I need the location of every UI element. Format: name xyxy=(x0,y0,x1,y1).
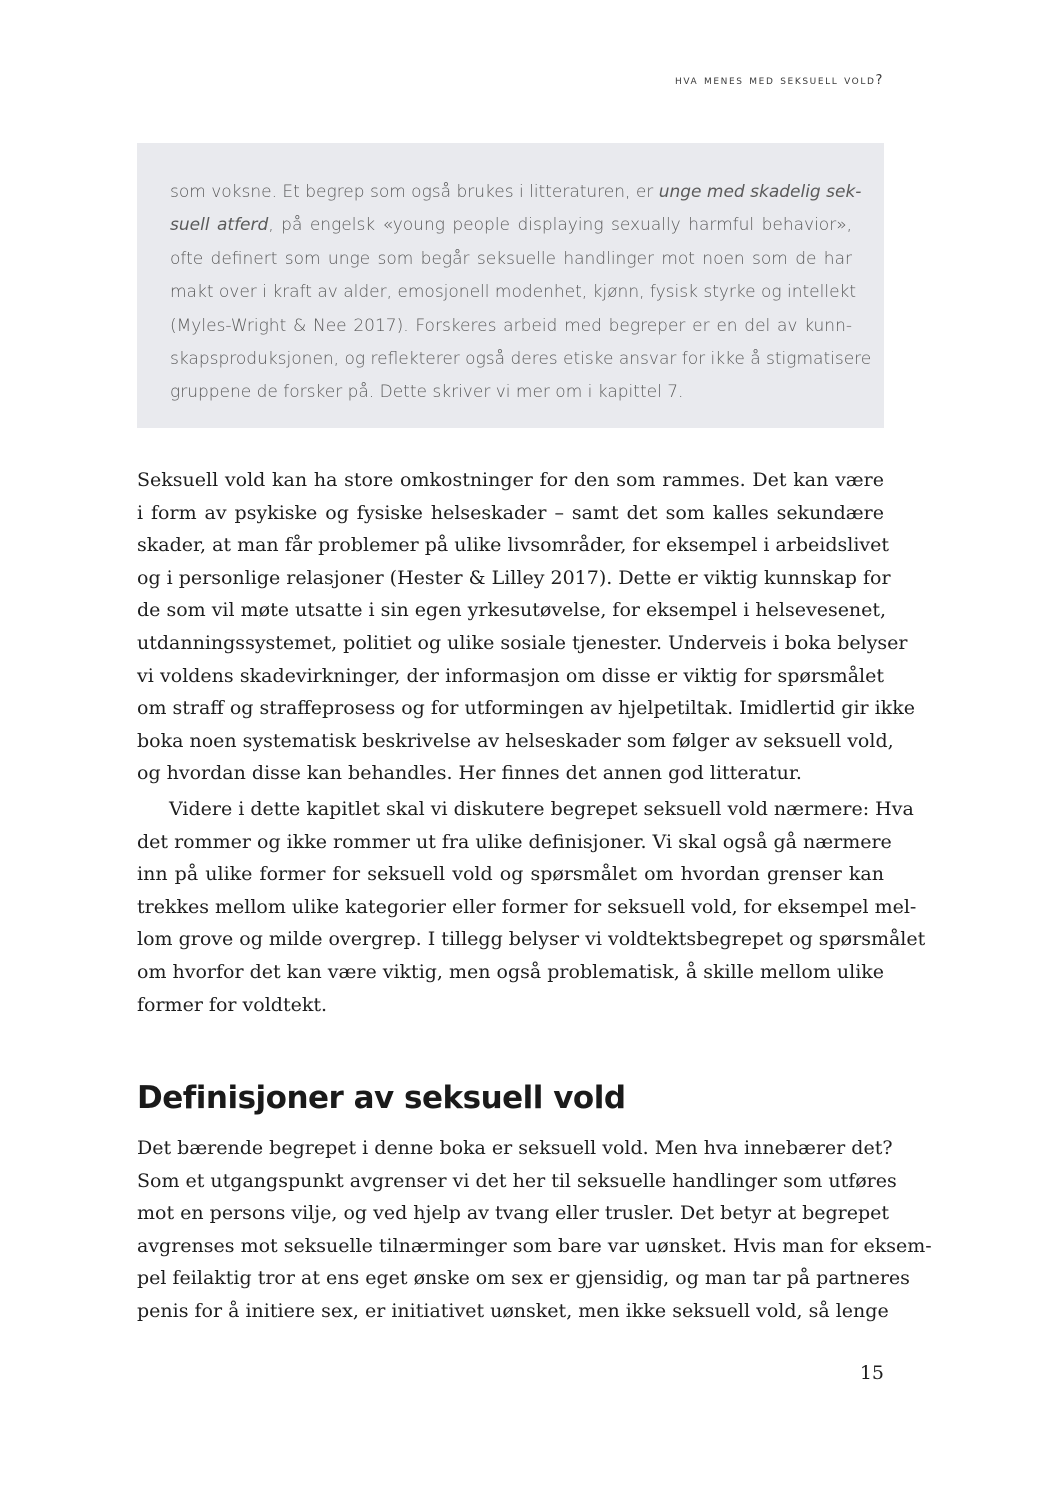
text-line: inn på ulike former for seksuell vold og spørsmålet om hvordan grenser kan xyxy=(137,863,884,886)
text-line: pel feilaktig tror at ens eget ønske om sex er gjensidig, og man tar på partneres xyxy=(137,1267,910,1290)
text-line: og i personlige relasjoner (Hester & Lilley 2017). Dette er viktig kunnskap for xyxy=(137,566,891,589)
italic-term: suell atferd xyxy=(170,215,269,236)
box-line: ofte definert som unge som begår seksuelle handlinger mot noen som de har xyxy=(170,248,852,269)
text-line: om straff og straffeprosess og for utformingen av hjelpetiltak. Imidlertid gir ikke xyxy=(137,697,915,720)
running-header: hva menes med seksuell vold? xyxy=(674,73,884,88)
text-line: utdanningssystemet, politiet og ulike sosiale tjenester. Underveis i boka belyser xyxy=(137,631,908,654)
text-line: om hvorfor det kan være viktig, men også problematisk, å skille mellom ulike xyxy=(137,960,885,983)
body-paragraph-3 xyxy=(137,1132,932,1328)
box-line: (Myles-Wright & Nee 2017). Forskeres arbeid med begreper er en del av kunn- xyxy=(170,315,852,336)
page-number: 15 xyxy=(859,1362,884,1384)
sidebar-box-text xyxy=(170,176,872,410)
text-line: former for voldtekt. xyxy=(137,993,328,1016)
box-line-rest: , på engelsk «young people displaying sexually harmful behavior», xyxy=(268,215,852,236)
text-line: Seksuell vold kan ha store omkostninger for den som rammes. Det kan være xyxy=(137,469,884,491)
section-heading: Definisjoner av seksuell vold xyxy=(137,1080,626,1116)
box-line xyxy=(170,209,852,242)
text-line: Som et utgangspunkt avgrenser vi det her til seksuelle handlinger som utføres xyxy=(137,1169,897,1192)
text-line: det rommer og ikke rommer ut fra ulike definisjoner. Vi skal også gå nærmere xyxy=(137,830,892,853)
text-line: trekkes mellom ulike kategorier eller former for seksuell vold, for eksempel mel- xyxy=(137,895,917,918)
text-line: Det bærende begrepet i denne boka er seksuell vold. Men hva innebærer det? xyxy=(137,1137,893,1159)
text-line: skader, at man får problemer på ulike livsområder, for eksempel i arbeidslivet xyxy=(137,534,890,557)
italic-term: unge med skadelig sek- xyxy=(658,182,862,202)
text-line: penis for å initiere sex, er initiativet uønsket, men ikke seksuell vold, så lenge xyxy=(137,1299,889,1322)
text-line: boka noen systematisk beskrivelse av helseskader som følger av seksuell vold, xyxy=(137,729,894,752)
sidebar-box xyxy=(137,143,884,428)
text-line: og hvordan disse kan behandles. Her finnes det annen god litteratur. xyxy=(137,762,802,785)
box-line: skapsproduksjonen, og reflekterer også deres etiske ansvar for ikke å stigmatisere xyxy=(170,349,872,370)
text-line: avgrenses mot seksuelle tilnærminger som bare var uønsket. Hvis man for eksem- xyxy=(137,1234,932,1257)
text-line: de som vil møte utsatte i sin egen yrkesutøvelse, for eksempel i helsevesenet, xyxy=(137,599,887,622)
text-line: Videre i dette kapitlet skal vi diskutere begrepet seksuell vold nærmere: Hva xyxy=(169,798,914,820)
text-line: lom grove og milde overgrep. I tillegg belyser vi voldtektsbegrepet og spørsmålet xyxy=(137,928,926,951)
box-line: som voksne. Et begrep som også brukes i litteraturen, er unge med skadelig sek- xyxy=(170,182,862,202)
text-line: mot en persons vilje, og ved hjelp av tvang eller trusler. Det betyr at begrepet xyxy=(137,1202,890,1225)
body-paragraph-2 xyxy=(137,793,926,1021)
text-line: vi voldens skadevirkninger, der informasjon om disse er viktig for spørsmålet xyxy=(137,664,884,687)
box-line: makt over i kraft av alder, emosjonell modenhet, kjønn, fysisk styrke og intellekt xyxy=(170,282,857,303)
text-line: i form av psykiske og fysiske helseskader – samt det som kalles sekundære xyxy=(137,501,884,524)
box-line: gruppene de forsker på. Dette skriver vi mer om i kapittel 7. xyxy=(170,382,684,403)
body-paragraph-1 xyxy=(137,464,915,790)
